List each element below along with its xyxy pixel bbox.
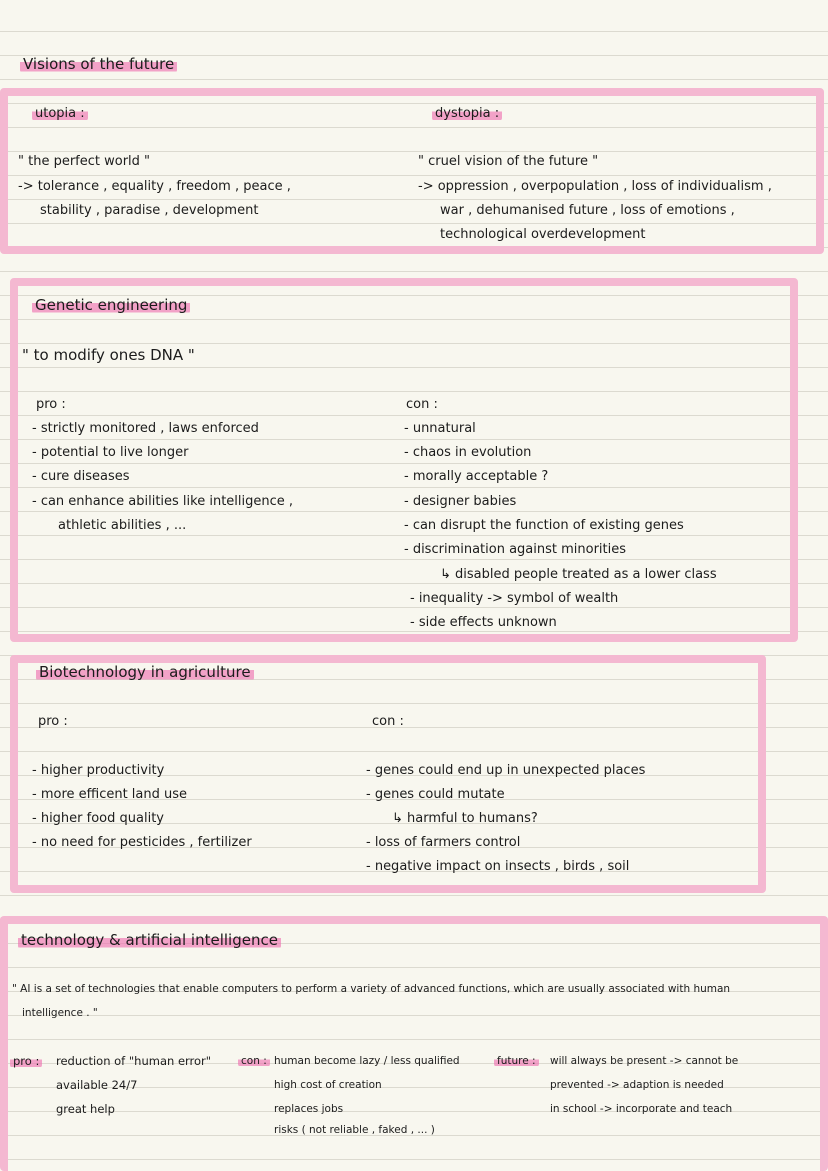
ai-con-label: con : xyxy=(238,1053,270,1069)
list-item: - inequality -> symbol of wealth xyxy=(410,591,619,606)
list-item: - discrimination against minorities xyxy=(404,542,627,557)
list-item: reduction of "human error" xyxy=(56,1054,212,1068)
list-item: - can enhance abilities like intelligence , xyxy=(32,494,294,509)
list-item: risks ( not reliable , faked , ... ) xyxy=(274,1124,435,1136)
list-item: ↳ disabled people treated as a lower class xyxy=(440,567,717,582)
list-item: human become lazy / less qualified xyxy=(274,1055,460,1067)
biotech-heading: Biotechnology in agriculture xyxy=(36,663,254,681)
dystopia-heading: dystopia : xyxy=(432,106,502,122)
list-item: - genes could end up in unexpected places xyxy=(366,763,646,778)
utopia-line-1: -> tolerance , equality , freedom , peace , xyxy=(18,179,291,194)
list-item: - side effects unknown xyxy=(410,615,557,630)
genetic-pro-heading: pro : xyxy=(36,397,66,412)
list-item: - unnatural xyxy=(404,421,476,436)
list-item: will always be present -> cannot be xyxy=(550,1055,739,1067)
list-item: - morally acceptable ? xyxy=(404,469,549,484)
list-item: available 24/7 xyxy=(56,1078,138,1092)
ai-pro-label: pro : xyxy=(10,1053,42,1069)
list-item: - higher food quality xyxy=(32,811,164,826)
list-item: - potential to live longer xyxy=(32,445,189,460)
list-item: - cure diseases xyxy=(32,469,130,484)
dystopia-line-2: war , dehumanised future , loss of emotions , xyxy=(440,203,735,218)
page-title: Visions of the future xyxy=(20,55,177,73)
list-item: high cost of creation xyxy=(274,1079,382,1091)
list-item: - more efficent land use xyxy=(32,787,188,802)
utopia-line-2: stability , paradise , development xyxy=(40,203,259,218)
ai-heading: technology & artificial intelligence xyxy=(18,931,281,949)
list-item: great help xyxy=(56,1102,115,1116)
list-item: - can disrupt the function of existing genes xyxy=(404,518,684,533)
list-item: prevented -> adaption is needed xyxy=(550,1079,724,1091)
genetic-con-heading: con : xyxy=(406,397,438,412)
list-item: - strictly monitored , laws enforced xyxy=(32,421,259,436)
ai-quote-line-1: " AI is a set of technologies that enable computers to perform a variety of advanced functions, which are usually associated with human xyxy=(12,983,731,995)
list-item: - no need for pesticides , fertilizer xyxy=(32,835,252,850)
dystopia-line-1: -> oppression , overpopulation , loss of individualism , xyxy=(418,179,772,194)
dystopia-line-3: technological overdevelopment xyxy=(440,227,646,242)
biotech-con-heading: con : xyxy=(372,714,404,729)
dystopia-quote: " cruel vision of the future " xyxy=(418,154,599,169)
list-item: in school -> incorporate and teach xyxy=(550,1103,733,1115)
list-item: - chaos in evolution xyxy=(404,445,532,460)
utopia-heading: utopia : xyxy=(32,106,88,122)
utopia-quote: " the perfect world " xyxy=(18,154,151,169)
list-item: ↳ harmful to humans? xyxy=(392,811,538,826)
list-item: replaces jobs xyxy=(274,1103,344,1115)
utopia-dystopia-box xyxy=(0,88,824,254)
genetic-heading: Genetic engineering xyxy=(32,296,190,314)
list-item: - genes could mutate xyxy=(366,787,505,802)
biotech-pro-heading: pro : xyxy=(38,714,68,729)
ai-quote-line-2: intelligence . " xyxy=(22,1007,98,1019)
list-item: - loss of farmers control xyxy=(366,835,521,850)
list-item: - designer babies xyxy=(404,494,517,509)
list-item: athletic abilities , ... xyxy=(58,518,187,533)
list-item: - negative impact on insects , birds , soil xyxy=(366,859,630,874)
list-item: - higher productivity xyxy=(32,763,165,778)
genetic-definition: " to modify ones DNA " xyxy=(22,346,195,364)
ai-future-label: future : xyxy=(494,1053,539,1069)
